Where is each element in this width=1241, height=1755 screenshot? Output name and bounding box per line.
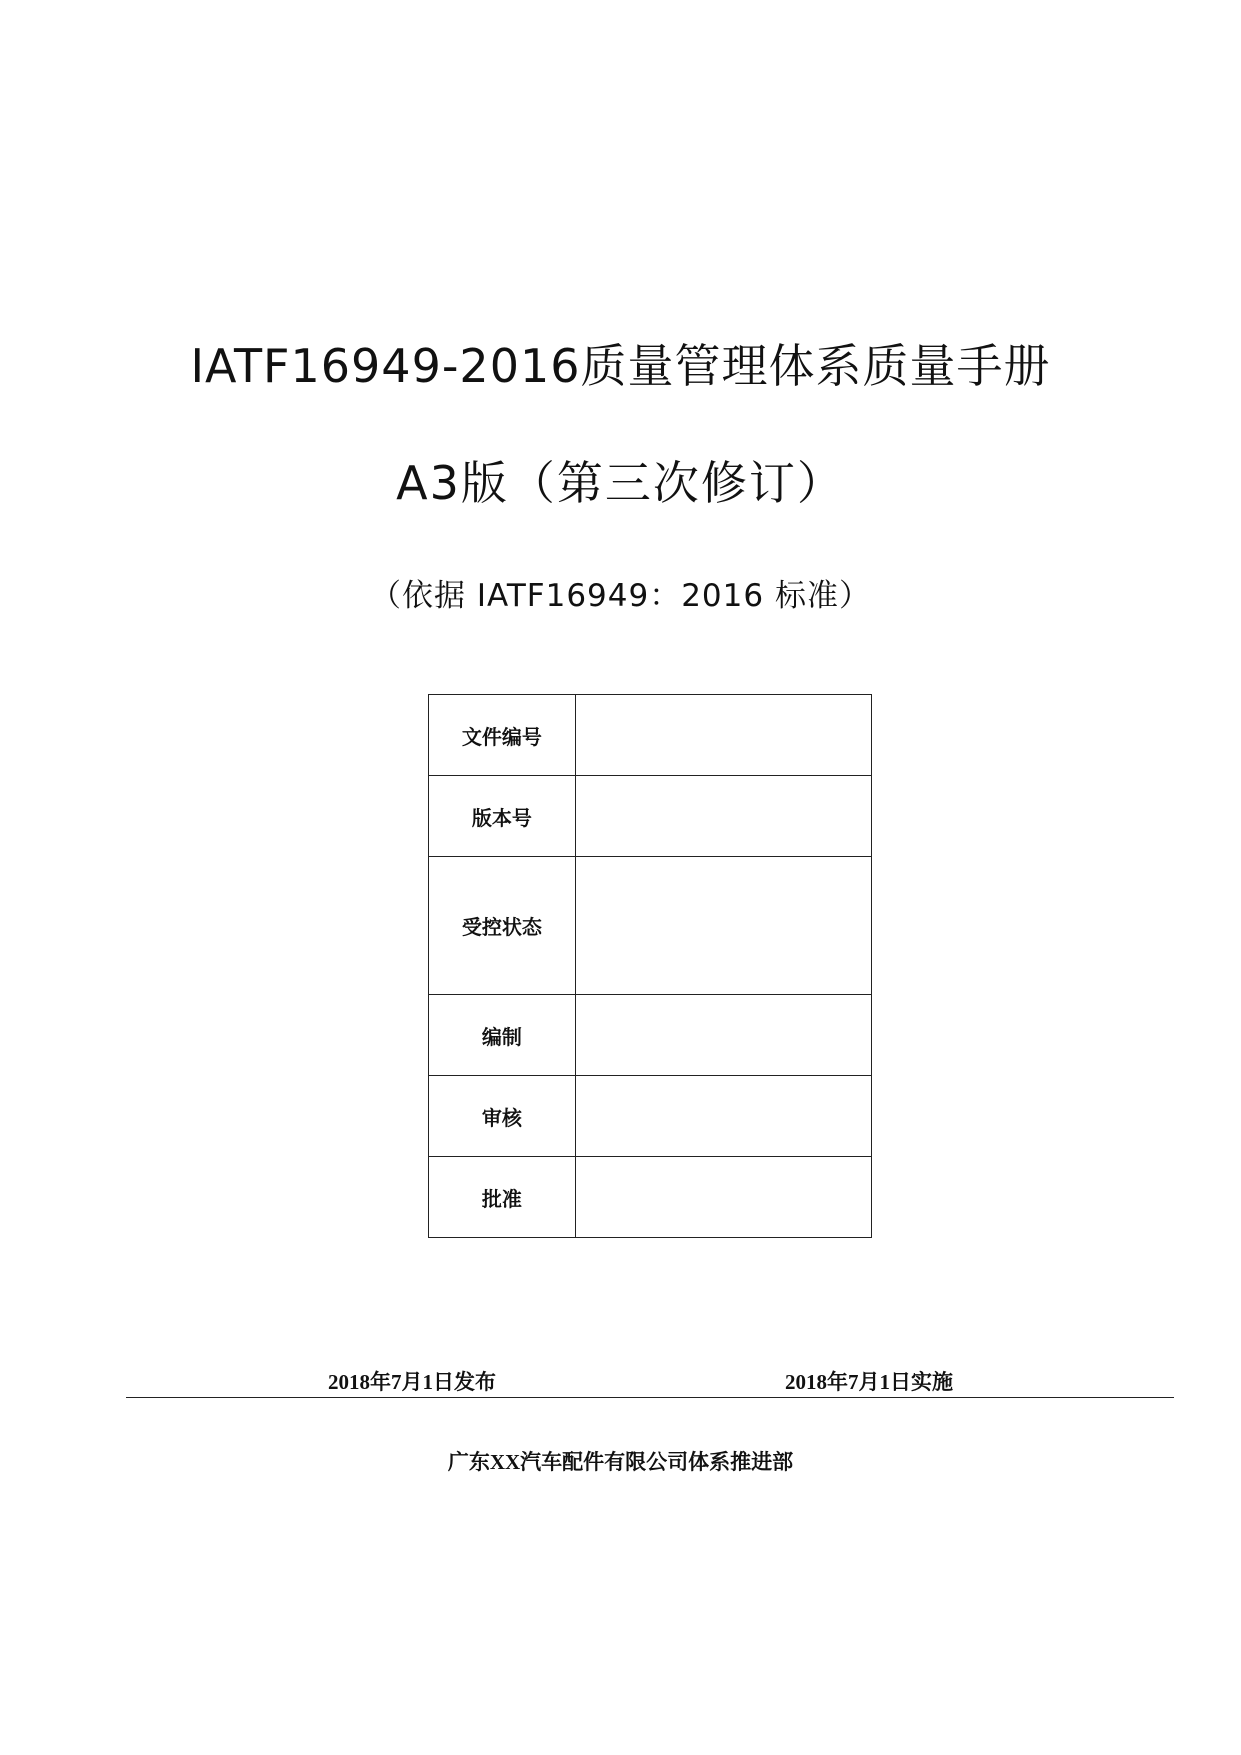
file-number-label: 文件编号: [429, 695, 576, 776]
reviewed-by-label: 审核: [429, 1076, 576, 1157]
prepared-by-value[interactable]: [575, 995, 871, 1076]
approved-by-label: 批准: [429, 1157, 576, 1238]
reviewed-by-value[interactable]: [575, 1076, 871, 1157]
version-label: 版本号: [429, 776, 576, 857]
table-row-version: [429, 776, 872, 857]
table-row-prepared-by: [429, 995, 872, 1076]
control-status-label: 受控状态: [429, 857, 576, 995]
prepared-by-label: 编制: [429, 995, 576, 1076]
date-line: [0, 1366, 1241, 1396]
version-value[interactable]: [575, 776, 871, 857]
document-title-line2: A3版（第三次修订）: [396, 456, 845, 510]
footer-divider: [126, 1397, 1174, 1398]
table-row-reviewed-by: [429, 1076, 872, 1157]
control-status-value[interactable]: [575, 857, 871, 995]
file-number-value[interactable]: [575, 695, 871, 776]
table-row-file-number: [429, 695, 872, 776]
issue-date: 2018年7月1日发布: [328, 1370, 496, 1394]
document-title-line1: IATF16949-2016质量管理体系质量手册: [190, 339, 1051, 393]
table-row-approved-by: [429, 1157, 872, 1238]
document-control-table: [428, 694, 872, 1238]
approved-by-value[interactable]: [575, 1157, 871, 1238]
company-name: 广东XX汽车配件有限公司体系推进部: [447, 1450, 794, 1474]
table-row-control-status: [429, 857, 872, 995]
document-subtitle: （依据 IATF16949：2016 标准）: [370, 578, 871, 614]
effective-date: 2018年7月1日实施: [785, 1370, 953, 1394]
